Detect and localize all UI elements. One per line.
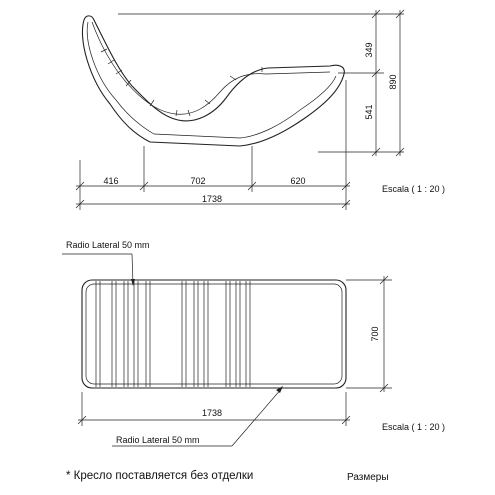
dim-total-length-top: 1738	[201, 408, 223, 418]
dim-segment-3: 620	[290, 176, 306, 186]
dim-total-height: 890	[388, 74, 398, 90]
scale-label-side: Escala ( 1 : 20 )	[382, 184, 446, 194]
top-view-chaise-outline	[82, 280, 346, 388]
dim-segment-1: 416	[103, 176, 119, 186]
finish-note: * Кресло поставляется без отделки	[66, 470, 254, 482]
scale-label-top: Escala ( 1 : 20 )	[382, 422, 446, 432]
callout-label-bottom: Radio Lateral 50 mm	[116, 435, 200, 445]
top-view-width-dimension	[346, 276, 392, 392]
dim-height-lower: 541	[364, 104, 374, 120]
callout-label-top: Radio Lateral 50 mm	[66, 240, 150, 250]
dim-total-length-side: 1738	[201, 194, 223, 204]
dim-height-upper: 349	[364, 42, 374, 58]
dim-segment-2: 702	[190, 176, 206, 186]
dim-width: 700	[370, 326, 380, 342]
side-view-chaise-outline	[82, 16, 344, 146]
sizes-label: Размеры	[347, 472, 389, 483]
